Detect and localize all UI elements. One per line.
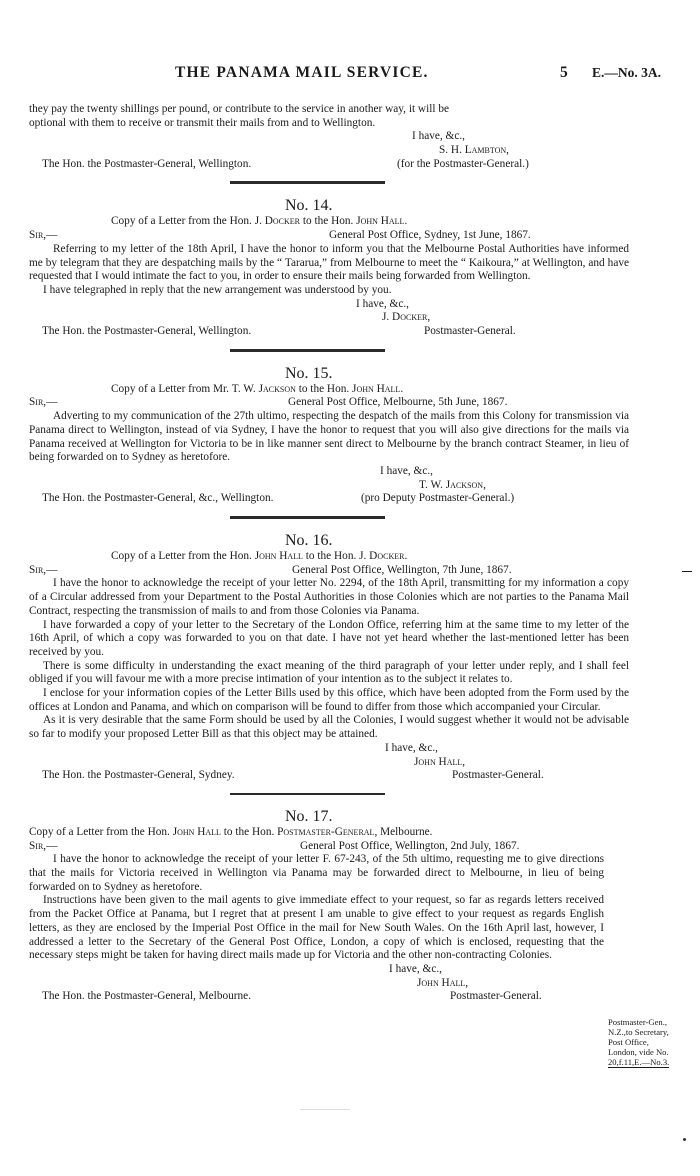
signatory: John Hall, xyxy=(417,976,469,989)
paragraph: There is some difficulty in understanding the exact meaning of the third paragraph of your letter under reply, and I shall feel obliged if you will favour me with a more precise intimation of your intention as to the subject it relates to. xyxy=(29,659,629,686)
signatory: S. H. Lambton, xyxy=(439,144,509,157)
addressee: The Hon. the Postmaster-General, Melbourne. xyxy=(42,990,252,1003)
document-body xyxy=(29,103,629,1004)
dateline: General Post Office, Sydney, 1st June, 1867. xyxy=(329,229,531,242)
signatory: J. Docker, xyxy=(382,311,431,324)
signatory-role: Postmaster-General. xyxy=(450,990,542,1003)
signatory-role: (pro Deputy Postmaster-General.) xyxy=(361,492,515,505)
paragraph: I have the honor to acknowledge the receipt of your letter F. 67-243, of the 5th ultimo, requesting me to give directions that the mails for Victoria received in Wellington via Panama may be forwarded direct to Melbourne, in lieu of being forwarded on to Sydney as heretofore. xyxy=(29,853,604,893)
letter-no-15 xyxy=(29,364,629,506)
addressee: The Hon. the Postmaster-General, &c., Wellington. xyxy=(42,492,274,505)
salutation: Sir,— xyxy=(29,839,58,852)
salutation: Sir,— xyxy=(29,563,58,576)
addressee: The Hon. the Postmaster-General, Wellington. xyxy=(42,325,252,338)
scan-dot xyxy=(683,1138,686,1141)
signatory: John Hall, xyxy=(414,755,466,768)
dateline: General Post Office, Wellington, 7th June, 1867. xyxy=(292,563,512,576)
closing: I have, &c., xyxy=(385,741,439,754)
paragraph: Referring to my letter of the 18th April, I have the honor to inform you that the Melbourne Postal Authorities have informed me by telegram that they are despatching mails by the “ Tararua,” from Melbourne to meet the “ Kaikoura,” at Wellington, and have requested that I would intimate the fact to you, in order to ensure their mails being forwarded from Wellington. xyxy=(29,242,629,283)
signatory-role: Postmaster-General. xyxy=(424,325,516,338)
letter-no-16 xyxy=(29,531,629,783)
signatory: T. W. Jackson, xyxy=(419,478,486,491)
document-reference: E.—No. 3A. xyxy=(592,65,662,80)
letter-number: No. 14. xyxy=(285,197,333,215)
section-divider xyxy=(230,181,385,184)
section-divider xyxy=(230,349,385,352)
paragraph: I have telegraphed in reply that the new arrangement was understood by you. xyxy=(43,283,392,296)
addressee: The Hon. the Postmaster-General, Sydney. xyxy=(42,769,235,782)
letter-number: No. 15. xyxy=(285,364,333,382)
closing: I have, &c., xyxy=(380,464,434,477)
signatory-role: Postmaster-General. xyxy=(452,769,544,782)
addressee: The Hon. the Postmaster-General, Wellington. xyxy=(42,157,252,170)
paragraph: I enclose for your information copies of the Letter Bills used by this office, which have been adopted from the Form used by the offices at London and Panama, and which on comparison will be found to differ from those which accompanied your Circular. xyxy=(29,687,629,713)
salutation: Sir,— xyxy=(29,396,58,409)
paragraph: I have forwarded a copy of your letter to the Secretary of the London Office, referring him at the same time to my letter of the 16th April, of which a copy was forwarded to you on that date. I have not yet heard whether the last-mentioned letter has been received by you. xyxy=(29,618,629,658)
margin-tick xyxy=(682,571,692,572)
letter-no-17 xyxy=(29,807,629,1004)
closing: I have, &c., xyxy=(356,297,410,310)
paragraph: I have the honor to acknowledge the receipt of your letter No. 2294, of the 18th April, transmitting for my information a copy of a Circular addressed from your Department to the Postal Authorities in those Colonies which are not parties to the Panama Mail Contract, respecting the transmission of mails to and from those Colonies via Panama. xyxy=(29,577,629,617)
intro-line-2: optional with them to receive or transmit their mails from and to Wellington. xyxy=(29,116,376,129)
margin-note: Postmaster-Gen., N.Z.,to Secretary, Post Office, London, vide No. 20,f.11,E.—No.3. xyxy=(608,1017,670,1067)
letter-no-14 xyxy=(29,196,629,338)
dateline: General Post Office, Melbourne, 5th June, 1867. xyxy=(288,396,508,409)
running-title: THE PANAMA MAIL SERVICE. xyxy=(175,64,429,81)
page-number: 5 xyxy=(560,64,568,81)
letter-caption: Copy of a Letter from the Hon. John Hall to the Hon. Postmaster-General, Melbourne. xyxy=(29,825,433,838)
letter-number: No. 17. xyxy=(285,807,333,825)
scan-mark xyxy=(300,1109,350,1110)
intro-continuation xyxy=(29,103,629,171)
dateline: General Post Office, Wellington, 2nd July, 1867. xyxy=(300,839,520,852)
paragraph: Instructions have been given to the mail agents to give immediate effect to your request, so far as regards letters received from the Packet Office at Panama, but I regret that at present I am unable to give effect to your request as regards English letters, as they are enclosed by the Imperial Post Office in the mail for New South Wales. On the 16th April last, however, I addressed a letter to the Secretary of the General Post Office, London, a copy of which is enclosed, requesting that the necessary steps might be taken for having direct mails made up for Victoria and the other non-contracting Colonies. xyxy=(29,894,604,962)
letter-number: No. 16. xyxy=(285,532,333,549)
letter-caption: Copy of a Letter from the Hon. John Hall to the Hon. J. Docker. xyxy=(111,550,408,562)
intro-line-1: they pay the twenty shillings per pound, or contribute to the service in another way, it will be xyxy=(29,103,449,115)
paragraph: Adverting to my communication of the 27th ultimo, respecting the despatch of the mails from this Colony for transmission via Panama direct to Wellington, instead of via Sydney, I have the honor to request that you will also give directions for the mails via Panama received at Wellington for Victoria to be in like manner sent direct to Melbourne by the branch contract Steamer, in lieu of being forwarded on to Sydney as heretofore. xyxy=(29,410,629,464)
section-divider xyxy=(230,516,385,519)
closing: I have, &c., xyxy=(389,962,443,975)
closing: I have, &c., xyxy=(412,130,466,143)
paragraph: As it is very desirable that the same Form should be used by all the Colonies, I would suggest whether it would not be advisable so far to modify your proposed Letter Bill as that this object may be attained. xyxy=(29,714,629,741)
letter-caption: Copy of a Letter from the Hon. J. Docker to the Hon. John Hall. xyxy=(111,215,408,228)
section-divider xyxy=(230,793,385,795)
signatory-role: (for the Postmaster-General.) xyxy=(397,157,529,170)
page-header xyxy=(0,64,700,84)
letter-caption: Copy of a Letter from Mr. T. W. Jackson to the Hon. John Hall. xyxy=(111,382,404,395)
salutation: Sir,— xyxy=(29,229,58,242)
